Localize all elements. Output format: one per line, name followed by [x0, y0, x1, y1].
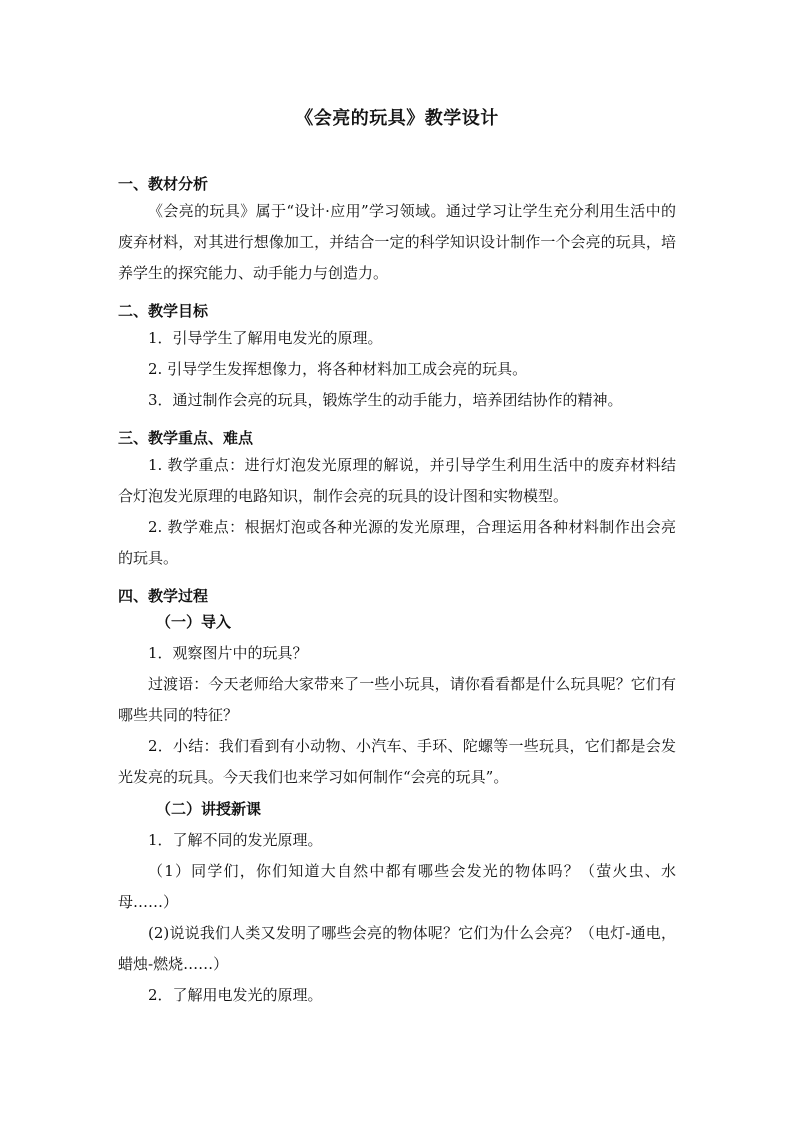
- subsection-introduction: [118, 612, 676, 793]
- section-heading: 三、教学重点、难点: [118, 429, 254, 447]
- paragraph: 1．引导学生了解用电发光的原理。: [148, 329, 383, 347]
- section-heading: 四、教学过程: [118, 587, 209, 605]
- paragraph: （1）同学们，你们知道大自然中都有哪些会发光的物体吗？（萤火虫、水母……）: [118, 862, 676, 911]
- paragraph: 1．了解不同的发光原理。: [148, 831, 323, 849]
- paragraph: 2．了解用电发光的原理。: [148, 986, 323, 1004]
- paragraph: 1．观察图片中的玩具？: [148, 644, 308, 662]
- section-key-points: [118, 428, 676, 574]
- paragraph: 1. 教学重点：进行灯泡发光原理的解说，并引导学生利用生活中的废弃材料结合灯泡发光原理的电路知识，制作会亮的玩具的设计图和实物模型。: [118, 456, 676, 505]
- subsection-new-lesson: [118, 799, 676, 1011]
- section-heading: 一、教材分析: [118, 175, 209, 193]
- paragraph: 过渡语：今天老师给大家带来了一些小玩具，请你看看都是什么玩具呢？它们有哪些共同的特征？: [118, 675, 676, 724]
- paragraph: 2. 引导学生发挥想像力，将各种材料加工成会亮的玩具。: [148, 360, 528, 378]
- document-title: 《会亮的玩具》教学设计: [295, 108, 499, 129]
- subsection-heading: （一）导入: [156, 613, 232, 631]
- subsection-heading: （二）讲授新课: [156, 800, 262, 818]
- paragraph: 《会亮的玩具》属于“设计·应用”学习领域。通过学习让学生充分利用生活中的废弃材料，对其进行想像加工，并结合一定的科学知识设计制作一个会亮的玩具，培养学生的探究能力、动手能力与创造力。: [118, 202, 676, 282]
- paragraph: 3．通过制作会亮的玩具，锻炼学生的动手能力，培养团结协作的精神。: [148, 391, 623, 409]
- section-textbook-analysis: [118, 174, 676, 289]
- paragraph: (2)说说我们人类又发明了哪些会亮的物体呢？它们为什么会亮？（电灯-通电，蜡烛-燃烧……）: [118, 924, 676, 973]
- section-teaching-goals: [118, 301, 676, 416]
- section-teaching-process: [118, 586, 676, 1011]
- section-heading: 二、教学目标: [118, 302, 209, 320]
- paragraph: 2．小结：我们看到有小动物、小汽车、手环、陀螺等一些玩具，它们都是会发光发亮的玩具。今天我们也来学习如何制作“会亮的玩具”。: [118, 737, 676, 786]
- paragraph: 2. 教学难点：根据灯泡或各种光源的发光原理，合理运用各种材料制作出会亮的玩具。: [118, 518, 676, 567]
